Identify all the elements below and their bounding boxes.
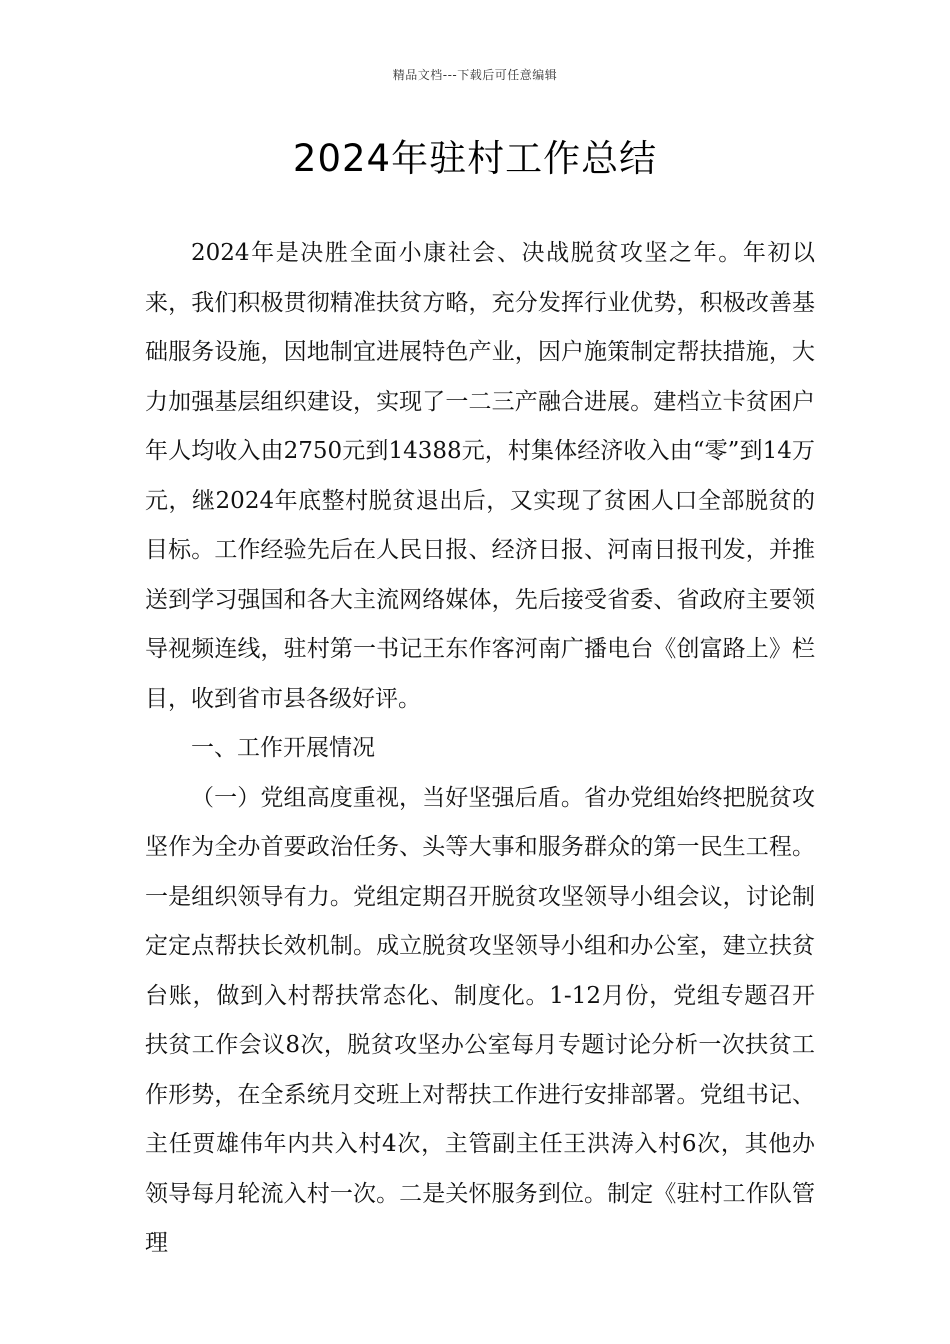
document-body [145, 229, 815, 1269]
paragraph-party-support: （一）党组高度重视，当好坚强后盾。省办党组始终把脱贫攻坚作为全办首要政治任务、头等大事和服务群众的第一民生工程。一是组织领导有力。党组定期召开脱贫攻坚领导小组会议，讨论制定定点帮扶长效机制。成立脱贫攻坚领导小组和办公室，建立扶贫台账，做到入村帮扶常态化、制度化。1-12月份，党组专题召开扶贫工作会议8次，脱贫攻坚办公室每月专题讨论分析一次扶贫工作形势，在全系统月交班上对帮扶工作进行安排部署。党组书记、主任贾雄伟年内共入村4次，主管副主任王洪涛入村6次，其他办领导每月轮流入村一次。二是关怀服务到位。制定《驻村工作队管理 [145, 784, 815, 1256]
paragraph-intro: 2024年是决胜全面小康社会、决战脱贫攻坚之年。年初以来，我们积极贯彻精准扶贫方略，充分发挥行业优势，积极改善基础服务设施，因地制宜进展特色产业，因户施策制定帮扶措施，大力加强基层组织建设，实现了一二三产融合进展。建档立卡贫困户年人均收入由2750元到14388元，村集体经济收入由“零”到14万元，继2024年底整村脱贫退出后，又实现了贫困人口全部脱贫的目标。工作经验先后在人民日报、经济日报、河南日报刊发，并推送到学习强国和各大主流网络媒体，先后接受省委、省政府主要领导视频连线，驻村第一书记王东作客河南广播电台《创富路上》栏目，收到省市县各级好评。 [145, 240, 815, 712]
section-heading: 一、工作开展情况 [191, 735, 375, 761]
document-title: 2024年驻村工作总结 [292, 137, 658, 180]
header-note: 精品文档---下载后可任意编辑 [392, 68, 558, 82]
